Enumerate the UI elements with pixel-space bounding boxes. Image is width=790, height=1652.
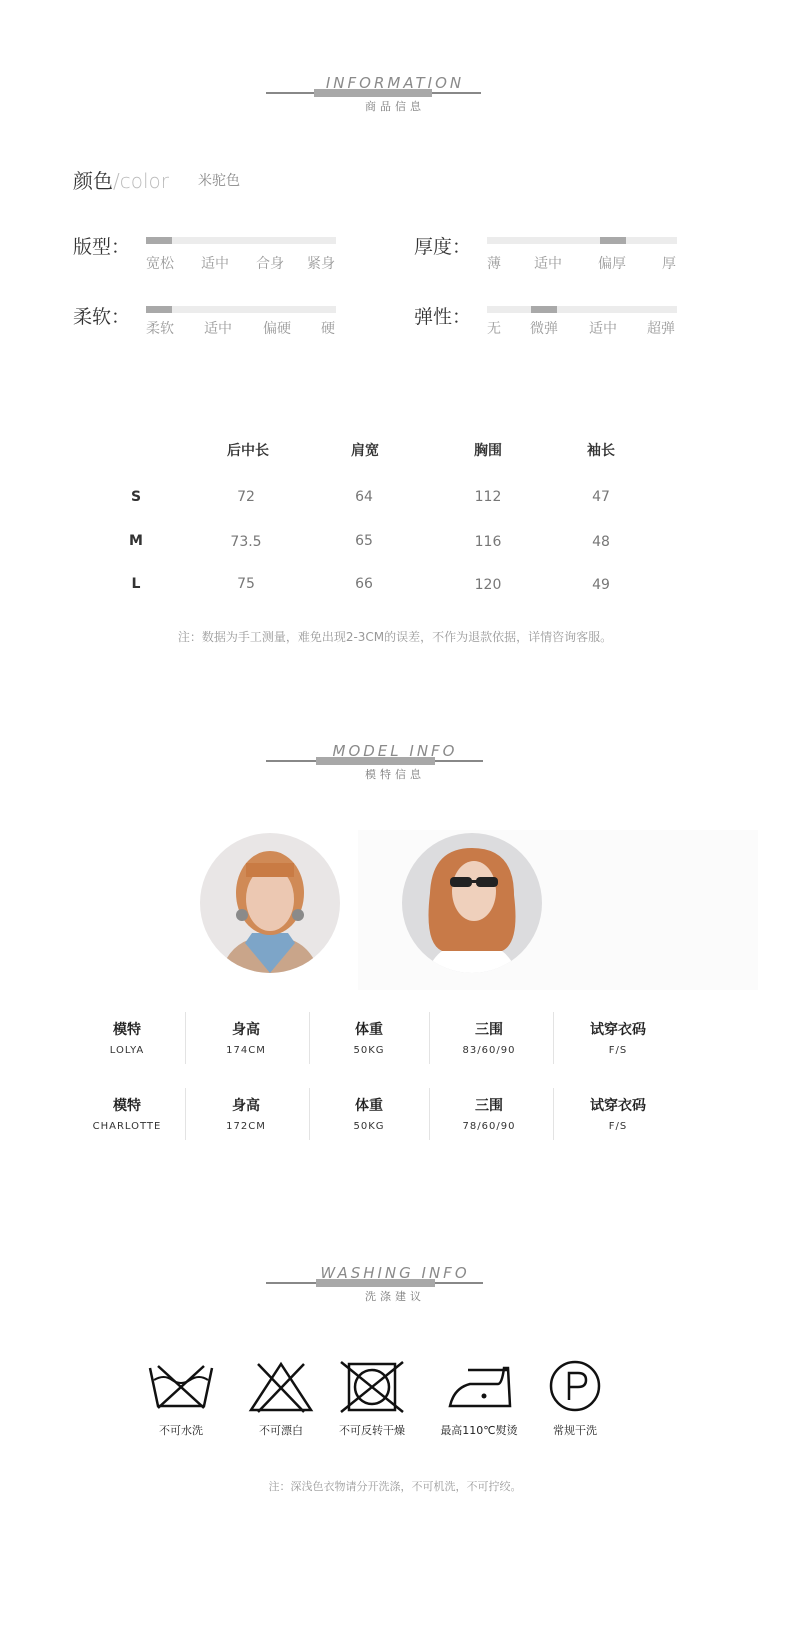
- no-bleach-icon: [246, 1360, 316, 1416]
- table-cell: 64: [355, 489, 373, 505]
- section-title-cn: 商品信息: [365, 100, 425, 113]
- model-field-label: 身高: [232, 1022, 260, 1038]
- color-value: 米驼色: [198, 173, 240, 189]
- size-note: 注：数据为手工测量，难免出现2-3CM的误差，不作为退款依据，详情咨询客服。: [177, 630, 613, 644]
- attr-tick: 适中: [534, 256, 562, 272]
- attr-level-indicator: [531, 306, 557, 313]
- attr-tick: 无: [487, 321, 501, 337]
- divider: [553, 1012, 554, 1064]
- section-title-cn: 模特信息: [365, 768, 425, 781]
- attr-level-indicator: [146, 237, 172, 244]
- model-lolya-avatar: [200, 833, 340, 973]
- table-cell: 49: [592, 577, 610, 593]
- washing-label: 不可水洗: [159, 1424, 203, 1437]
- attr-track: [487, 237, 677, 244]
- attr-track: [146, 306, 336, 313]
- model-field-value: 50KG: [353, 1121, 385, 1132]
- size-label: M: [129, 533, 143, 549]
- table-header: 胸围: [474, 443, 502, 459]
- model-cell: [186, 1095, 306, 1132]
- washing-label: 不可反转干燥: [339, 1424, 405, 1437]
- washing-label: 最高110℃熨烫: [440, 1424, 518, 1437]
- attr-tick: 厚: [662, 256, 676, 272]
- model-cell: [309, 1095, 429, 1132]
- attr-level-indicator: [146, 306, 172, 313]
- model-field-value: LOLYA: [109, 1045, 145, 1056]
- model-cell: [558, 1019, 678, 1056]
- model-row-2: [0, 1088, 790, 1148]
- attr-tick: 硬: [321, 321, 335, 337]
- table-cell: 72: [237, 489, 255, 505]
- washing-info-header: [0, 1262, 790, 1322]
- attr-elasticity: [414, 302, 694, 352]
- model-cell: [429, 1095, 549, 1132]
- model-field-label: 三围: [475, 1098, 503, 1114]
- model-field-value: 83/60/90: [462, 1045, 516, 1056]
- attr-tick: 超弹: [647, 321, 675, 337]
- section-title-en: WASHING INFO: [320, 1264, 470, 1282]
- model-field-label: 体重: [355, 1098, 383, 1114]
- no-wash-icon: [146, 1360, 216, 1416]
- section-title-cn: 洗涤建议: [365, 1290, 425, 1303]
- attr-tick: 偏厚: [598, 256, 626, 272]
- washing-label: 不可漂白: [259, 1424, 303, 1437]
- model-cell: [186, 1019, 306, 1056]
- attr-label: 版型：: [73, 236, 131, 258]
- model-field-label: 三围: [475, 1022, 503, 1038]
- model-cell: [309, 1019, 429, 1056]
- color-label-cn: 颜色: [73, 169, 113, 193]
- attr-tick: 偏硬: [263, 321, 291, 337]
- model-field-label: 试穿衣码: [590, 1022, 646, 1038]
- attr-label: 厚度：: [414, 236, 472, 258]
- model-field-value: F/S: [608, 1045, 628, 1056]
- size-label: L: [131, 576, 141, 592]
- attr-label: 柔软：: [73, 306, 131, 328]
- table-cell: 66: [355, 576, 373, 592]
- attr-tick: 宽松: [146, 256, 174, 272]
- model-portrait: [200, 833, 340, 973]
- model-field-value: F/S: [608, 1121, 628, 1132]
- attr-thickness: [414, 232, 694, 282]
- model-charlotte-avatar: [402, 833, 542, 973]
- attr-tick: 微弹: [530, 321, 558, 337]
- table-cell: 75: [237, 576, 255, 592]
- size-table: [0, 430, 790, 650]
- model-field-value: 174CM: [226, 1045, 266, 1056]
- divider: [553, 1088, 554, 1140]
- section-title-en: INFORMATION: [325, 74, 465, 92]
- model-field-label: 试穿衣码: [590, 1098, 646, 1114]
- model-field-label: 身高: [232, 1098, 260, 1114]
- attr-tick: 合身: [256, 256, 284, 272]
- table-cell: 47: [592, 489, 610, 505]
- model-field-value: 50KG: [353, 1045, 385, 1056]
- model-field-value: CHARLOTTE: [92, 1121, 162, 1132]
- attr-track: [146, 237, 336, 244]
- attr-label: 弹性：: [414, 306, 472, 328]
- attr-tick: 薄: [487, 256, 501, 272]
- attr-softness: [73, 302, 353, 352]
- model-cell: [429, 1019, 549, 1056]
- dry-clean-icon: [540, 1358, 610, 1414]
- iron-icon: [446, 1360, 516, 1416]
- model-field-value: 172CM: [226, 1121, 266, 1132]
- model-field-label: 模特: [113, 1098, 141, 1114]
- washing-label: 常规干洗: [553, 1424, 597, 1437]
- model-field-label: 模特: [113, 1022, 141, 1038]
- section-title-en: MODEL INFO: [332, 742, 458, 760]
- table-header: 后中长: [227, 443, 269, 459]
- attr-fit: [73, 232, 353, 282]
- table-cell: 48: [592, 534, 610, 550]
- washing-note: 注：深浅色衣物请分开洗涤，不可机洗，不可拧绞。: [268, 1480, 522, 1493]
- attr-tick: 紧身: [307, 256, 335, 272]
- model-field-value: 78/60/90: [462, 1121, 516, 1132]
- table-cell: 112: [474, 489, 502, 505]
- color-label-en: /color: [113, 169, 169, 193]
- model-field-label: 体重: [355, 1022, 383, 1038]
- table-header: 袖长: [587, 443, 615, 459]
- table-cell: 65: [355, 533, 373, 549]
- table-cell: 73.5: [230, 534, 262, 550]
- model-info-header: [0, 740, 790, 800]
- size-label: S: [130, 489, 142, 505]
- model-cell: [558, 1095, 678, 1132]
- attr-track: [487, 306, 677, 313]
- table-cell: 116: [474, 534, 502, 550]
- model-row-1: [0, 1012, 790, 1072]
- model-portrait: [402, 833, 542, 973]
- attr-tick: 适中: [589, 321, 617, 337]
- no-tumble-dry-icon: [337, 1360, 407, 1416]
- attr-tick: 适中: [204, 321, 232, 337]
- model-cell: [67, 1095, 187, 1132]
- table-cell: 120: [474, 577, 502, 593]
- color-label: [73, 165, 169, 194]
- table-header: 肩宽: [351, 443, 379, 459]
- attr-tick: 柔软: [146, 321, 174, 337]
- model-cell: [67, 1019, 187, 1056]
- attr-tick: 适中: [201, 256, 229, 272]
- attr-level-indicator: [600, 237, 626, 244]
- information-header: [0, 70, 790, 130]
